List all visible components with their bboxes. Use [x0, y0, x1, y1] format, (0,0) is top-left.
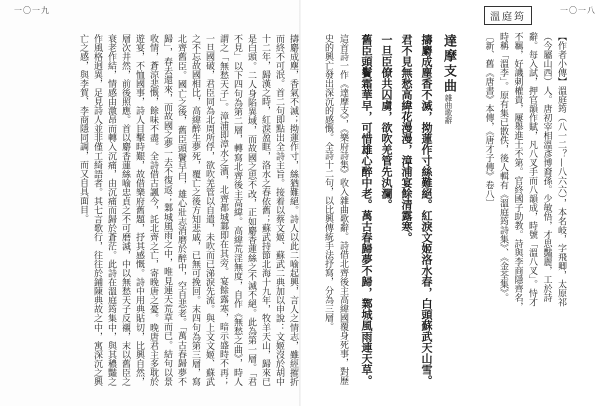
right-page-number: 一〇一八 — [560, 6, 596, 15]
poem-line: 舊臣頭鬢霜華早，可惜雄心醉中老。萬古春歸夢不歸，鄴城風雨連天草。 — [360, 34, 373, 386]
poem-line: 一旦臣僚共囚虜，欲吹羌管先汍瀾。 — [380, 34, 393, 210]
poem-line: 君不見無愁高緯花漫漫，漳浦宴餘清露寒。 — [400, 34, 413, 243]
poem-title: 達摩支曲 — [441, 34, 456, 94]
poem-line: 擣麝成塵香不滅，拗蓮作寸絲難絕。紅淚文姬洛水春，白頭蘇武天山雪。 — [420, 34, 433, 386]
poem-title-block — [440, 34, 458, 164]
running-head: 溫庭筠 — [484, 6, 532, 25]
left-page-number: 一〇一九 — [14, 6, 50, 15]
author-biography: 【作者小傳】溫庭筠（八一二？—八六六），本名岐，字飛卿，太原祁（今屬山西）人。唐初宰相溫彥博裔孫。少敏悟，才思豔麗，工於詩辭。每入試，押官韻作賦，凡八叉手而八韻成，時號「溫八叉」。恃才不羈，好譏刺權貴，屢舉進士不第。官終國子助教。詩與李商隱齊名，時稱「溫李」。原有集已散佚，後人輯有《溫庭筠詩集》、《金荃集》。〔新、舊《唐書》本傳，《唐才子傳》卷八〕 — [483, 32, 566, 311]
commentary-intro: 這首詩一作《達摩支》，《樂府詩集》收入雜曲歌辭。詩借北齊後主高緯國覆身死事，對歷史的興亡發出深沉的感慨。全詩十二句，以比興傳統手法抒寫，分為三層。 — [323, 34, 348, 385]
poem-body — [356, 34, 436, 392]
commentary-continued: 擣麝成塵，香氣不滅；拗蓮作寸，絲猶難絕。詩人以此二喻起興，言人之情志，雖經摧折而終不可泯。首二句即點出全詩主旨。接着以蔡文姬、蘇武二典加以申說：文姬沒於胡中十二年，歸漢之時，紅淚盈眶，洛水之春依舊；蘇武持節北海十九年，牧羊天山，歸來已是白頭。二人身陷異域，而故國之思不改，正如麝香蓮絲之不滅不絕。此為第一層。「君不見」以下四句為第二層，轉寫北齊後主高緯。高緯荒淫無度，自作《無愁之曲》，時人謂之「無愁天子」。漳浦即漳水之濱，北齊都城鄴即在其旁。宴餘露寒，暗示盛時不再；一旦國破，君臣同為北周所俘，欲吹羌管以自遣，未吹而已涕淚先流。與上文文姬、蘇武之不忘故國相比，高緯醉生夢死，覆亡之後方知悲戚，已無可挽回。末四句為第三層，寫北齊舊臣。國亡之後，舊臣頭鬢早白，雄心壯志消磨於醉中，空自悲老。「萬古春歸夢不歸」，春去還來，而故國之夢一去不復返；鄴城風雨之中，唯見連天荒草而已。結句以景收情，蒼涼悲慨，餘味不盡。全詩借古諷今，託北齊之亡，寄晚唐之憂。晚唐君主多耽於遊宴，不恤國事，詩人目擊時艱，故借樂府舊題，抒其感慨。詩中用典貼切，比興自然，層次井然，前後照應。首以麝香蓮絲喻忠貞之不可磨滅，中以無愁天子反襯，末以舊臣之衰老作結，情感由激昂而轉入沉痛，由沉痛而歸於蒼茫。此詩在溫庭筠集中，與其穠豔之作風格迥異，足見詩人並非僅工綺語者。其七言歌行，往往於鋪陳典故之中，寓深沉之興亡之感，與李賀、李商隱同調，而又自具面目。 — [78, 34, 298, 386]
poem-genre-note: 雜曲歌辭 — [444, 94, 453, 124]
